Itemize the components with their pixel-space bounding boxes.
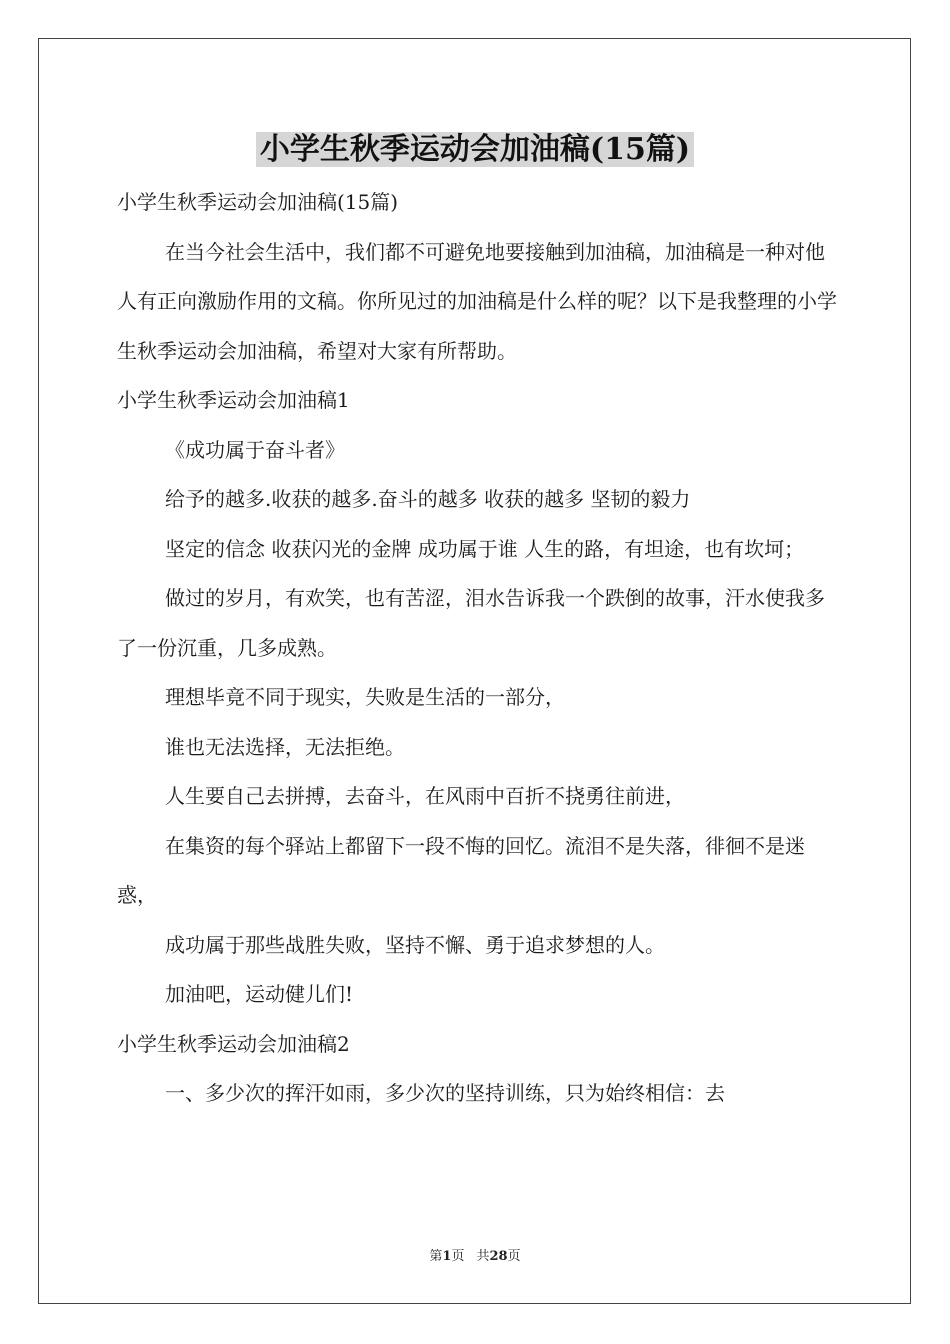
paragraph: 给予的越多.收获的越多.奋斗的越多 收获的越多 坚韧的毅力 (165, 487, 691, 511)
total-prefix: 共 (476, 1249, 490, 1264)
paragraph: 人生要自己去拼搏，去奋斗，在风雨中百折不挠勇往前进， (165, 784, 685, 808)
document-title-text: 小学生秋季运动会加油稿(15篇) (256, 132, 694, 167)
total-suffix: 页 (507, 1249, 521, 1264)
document-title (0, 126, 950, 174)
total-pages: 28 (489, 1249, 508, 1264)
paragraph: 在当今社会生活中，我们都不可避免地要接触到加油稿，加油稿是一种对他人有正向激励作用的文稿。你所见过的加油稿是什么样的呢？以下是我整理的小学生秋季运动会加油稿，希望对大家有所帮助。 (117, 239, 837, 363)
paragraph: 成功属于那些战胜失败，坚持不懈、勇于追求梦想的人。 (165, 932, 665, 957)
page-footer (0, 1245, 950, 1264)
paragraph: 一、多少次的挥汗如雨，多少次的坚持训练，只为始终相信：去 (165, 1081, 725, 1105)
paragraph: 理想毕竟不同于现实，失败是生活的一部分， (165, 685, 565, 709)
page-number: 1 (442, 1249, 452, 1264)
paragraph: 做过的岁月，有欢笑，也有苦涩，泪水告诉我一个跌倒的故事，汗水使我多了一份沉重，几多成熟。 (117, 586, 825, 660)
paragraph: 小学生秋季运动会加油稿1 (117, 388, 350, 412)
paragraph: 《成功属于奋斗者》 (165, 437, 345, 462)
paragraph: 小学生秋季运动会加油稿2 (117, 1031, 350, 1056)
page-prefix: 第 (429, 1249, 443, 1264)
paragraph: 在集资的每个驿站上都留下一段不悔的回忆。流泪不是失落，徘徊不是迷惑， (117, 833, 805, 907)
paragraph: 谁也无法选择，无法拒绝。 (165, 734, 405, 759)
paragraph: 小学生秋季运动会加油稿(15篇) (117, 190, 399, 214)
paragraph: 坚定的信念 收获闪光的金牌 成功属于谁 人生的路，有坦途，也有坎坷； (165, 536, 805, 561)
paragraph: 加油吧，运动健儿们! (165, 982, 354, 1006)
page-suffix: 页 (451, 1249, 465, 1264)
document-body (117, 178, 837, 1119)
